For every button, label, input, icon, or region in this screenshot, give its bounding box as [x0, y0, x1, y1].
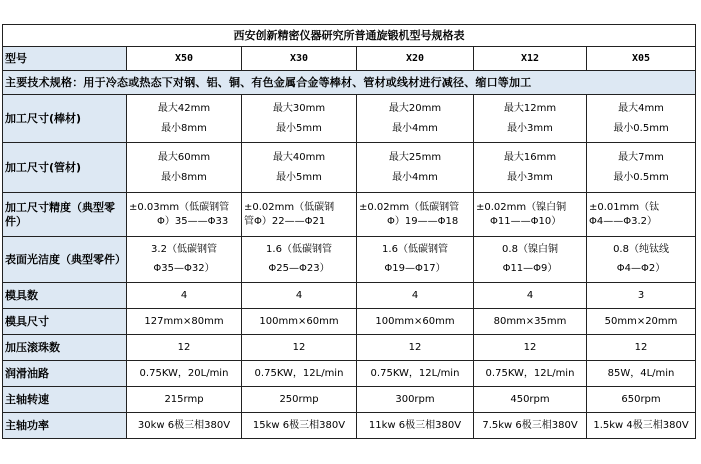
table-cell: 450rpm: [474, 387, 587, 413]
row-label: 加工尺寸(管材): [3, 143, 127, 193]
table-cell: 85W，4L/min: [587, 361, 696, 387]
table-cell: 1.5kw 4极三相380V: [587, 413, 696, 439]
table-cell: 1.6（低碳钢管 Φ19—Φ17）: [357, 237, 474, 283]
table-cell: 最大30mm 最小5mm: [242, 95, 357, 143]
table-cell: 100mm×60mm: [357, 309, 474, 335]
table-cell: 0.8（纯钛线 Φ4—Φ2）: [587, 237, 696, 283]
table-cell: 4: [357, 283, 474, 309]
title-row: [3, 25, 696, 47]
table-cell: 3: [587, 283, 696, 309]
spec-summary: 主要技术规格：用于冷态或热态下对钢、铝、铜、有色金属合金等棒材、管材或线材进行减径、缩口等加工: [3, 71, 696, 95]
table-row: [3, 95, 696, 143]
table-cell: 12: [474, 335, 587, 361]
table-row: [3, 387, 696, 413]
model-label: 型号: [3, 47, 127, 71]
table-row: [3, 335, 696, 361]
table-row: [3, 361, 696, 387]
table-cell: 0.75KW，12L/min: [242, 361, 357, 387]
table-cell: 300rpm: [357, 387, 474, 413]
table-cell: 最大16mm 最小3mm: [474, 143, 587, 193]
table-cell: 最大12mm 最小3mm: [474, 95, 587, 143]
table-cell: 12: [587, 335, 696, 361]
table-cell: 最大40mm 最小5mm: [242, 143, 357, 193]
table-cell: ±0.01mm（钛 Φ4——Φ3.2）: [587, 193, 696, 237]
table-cell: 4: [474, 283, 587, 309]
table-cell: 0.8（镍白铜 Φ11—Φ9）: [474, 237, 587, 283]
table-row: [3, 309, 696, 335]
row-label: 加工尺寸(棒材): [3, 95, 127, 143]
model-x50: X50: [127, 47, 242, 71]
table-cell: 215rmp: [127, 387, 242, 413]
table-row: [3, 143, 696, 193]
table-cell: 最大42mm 最小8mm: [127, 95, 242, 143]
row-label: 主轴转速: [3, 387, 127, 413]
table-cell: 15kw 6极三相380V: [242, 413, 357, 439]
table-cell: 0.75KW，12L/min: [357, 361, 474, 387]
model-x20: X20: [357, 47, 474, 71]
table-cell: 11kw 6极三相380V: [357, 413, 474, 439]
table-cell: 最大20mm 最小4mm: [357, 95, 474, 143]
table-cell: ±0.02mm（镍白铜 Φ11——Φ10）: [474, 193, 587, 237]
table-cell: ±0.02mm（低碳钢 管Φ）22——Φ21: [242, 193, 357, 237]
row-label: 主轴功率: [3, 413, 127, 439]
row-label: 加工尺寸精度（典型零件）: [3, 193, 127, 237]
table-cell: 4: [127, 283, 242, 309]
table-row: [3, 413, 696, 439]
model-x05: X05: [587, 47, 696, 71]
row-label: 加压滚珠数: [3, 335, 127, 361]
table-cell: 12: [127, 335, 242, 361]
table-cell: 最大4mm 最小0.5mm: [587, 95, 696, 143]
row-label: 模具尺寸: [3, 309, 127, 335]
row-label: 表面光洁度（典型零件）: [3, 237, 127, 283]
row-label: 润滑油路: [3, 361, 127, 387]
table-cell: 3.2（低碳钢管 Φ35—Φ32）: [127, 237, 242, 283]
table-cell: 12: [357, 335, 474, 361]
table-cell: 100mm×60mm: [242, 309, 357, 335]
table-cell: 30kw 6极三相380V: [127, 413, 242, 439]
row-label: 模具数: [3, 283, 127, 309]
table-cell: 最大60mm 最小8mm: [127, 143, 242, 193]
table-cell: 7.5kw 6极三相380V: [474, 413, 587, 439]
table-cell: 最大7mm 最小0.5mm: [587, 143, 696, 193]
table-cell: 12: [242, 335, 357, 361]
table-cell: 4: [242, 283, 357, 309]
table-cell: 最大25mm 最小4mm: [357, 143, 474, 193]
table-cell: 127mm×80mm: [127, 309, 242, 335]
model-x30: X30: [242, 47, 357, 71]
spec-table: [2, 24, 696, 439]
table-row: [3, 237, 696, 283]
table-cell: 250rmp: [242, 387, 357, 413]
model-row: [3, 47, 696, 71]
table-row: [3, 193, 696, 237]
table-cell: 80mm×35mm: [474, 309, 587, 335]
table-cell: 1.6（低碳钢管 Φ25—Φ23）: [242, 237, 357, 283]
table-cell: 0.75KW，20L/min: [127, 361, 242, 387]
table-cell: ±0.02mm（低碳钢管 Φ）19——Φ18: [357, 193, 474, 237]
table-title: 西安创新精密仪器研究所普通旋锻机型号规格表: [3, 25, 696, 47]
spec-summary-row: [3, 71, 696, 95]
table-row: [3, 283, 696, 309]
table-cell: ±0.03mm（低碳钢管 Φ）35——Φ33: [127, 193, 242, 237]
table-cell: 650rpm: [587, 387, 696, 413]
table-cell: 0.75KW，12L/min: [474, 361, 587, 387]
model-x12: X12: [474, 47, 587, 71]
table-cell: 50mm×20mm: [587, 309, 696, 335]
